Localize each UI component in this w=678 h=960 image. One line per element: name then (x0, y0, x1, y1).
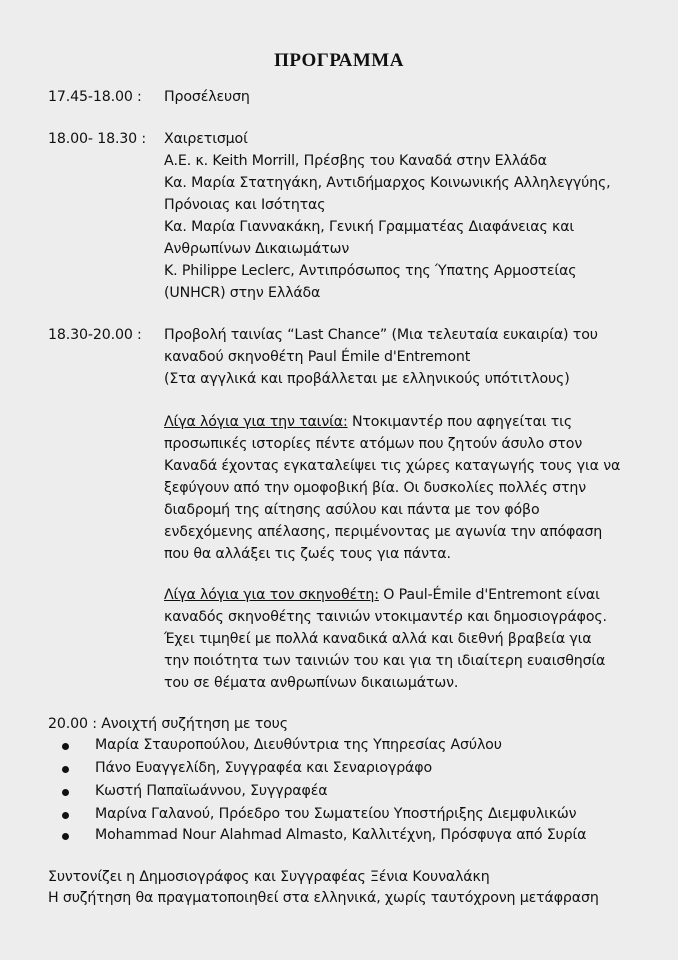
screening-line: Προβολή ταινίας “Last Chance” (Μια τελευταία ευκαιρία) του (164, 327, 598, 343)
bullet-icon (62, 833, 69, 840)
greeting-line: Α.Ε. κ. Keith Morrill, Πρέσβης του Καναδά στην Ελλάδα (164, 153, 547, 169)
time-greetings: 18.00- 18.30 : (48, 131, 147, 147)
moderator-line: Συντονίζει η Δημοσιογράφος και Συγγραφέας Ξένια Κουναλάκη (48, 869, 490, 885)
film-about-line (164, 414, 572, 430)
greeting-line: Κα. Μαρία Στατηγάκη, Αντιδήμαρχος Κοινωνικής Αλληλεγγύης, (164, 175, 611, 191)
film-about-line: διαδρομή της αίτησης ασύλου και πάντα με τον φόβο (164, 502, 540, 518)
film-about-line: που θα αλλάξει τις ζωές τους για πάντα. (164, 546, 451, 562)
film-about-line: ξεφύγουν από την ομοφοβική βία. Οι δυσκολίες πολλές στην (164, 480, 586, 496)
screening-line: (Στα αγγλικά και προβάλλεται με ελληνικούς υπότιτλους) (164, 371, 570, 387)
greeting-line: Ανθρωπίνων Δικαιωμάτων (164, 241, 350, 257)
director-about-label: Λίγα λόγια για τον σκηνοθέτη: (164, 587, 379, 603)
greeting-line: Πρόνοιας και Ισότητας (164, 197, 326, 213)
speaker-item: Κωστή Παπαϊωάννου, Συγγραφέα (95, 783, 328, 799)
film-about-line: Καναδά έχοντας εγκαταλείψει τις χώρες καταγωγής τους για να (164, 458, 621, 474)
speaker-item: Μαρίνα Γαλανού, Πρόεδρο του Σωματείου Υποστήριξης Διεμφυλικών (95, 806, 577, 822)
time-arrival: 17.45-18.00 : (48, 89, 142, 105)
speaker-item: Mohammad Nour Alahmad Almasto, Καλλιτέχνη, Πρόσφυγα από Συρία (95, 827, 587, 843)
director-about-text: Ο Paul-Émile d'Entremont είναι (378, 587, 600, 603)
speaker-item: Πάνο Ευαγγελίδη, Συγγραφέα και Σεναριογράφο (95, 760, 432, 776)
page-title: ΠΡΟΓΡΑΜΜΑ (274, 50, 404, 71)
director-about-line: του σε θέματα ανθρωπίνων δικαιωμάτων. (164, 675, 459, 691)
bullet-icon (62, 812, 69, 819)
director-about-line (164, 587, 600, 603)
bullet-icon (62, 766, 69, 773)
director-about-line: Έχει τιμηθεί με πολλά καναδικά αλλά και διεθνή βραβεία για (164, 631, 592, 647)
director-about-line: καναδός σκηνοθέτης ταινιών ντοκιμαντέρ και δημοσιογράφος. (164, 609, 607, 625)
film-about-text: Ντοκιμαντέρ που αφηγείται τις (347, 414, 573, 430)
time-screening: 18.30-20.00 : (48, 327, 142, 343)
arrival-text: Προσέλευση (164, 89, 250, 105)
greeting-line: Κ. Philippe Leclerc, Αντιπρόσωπος της Ύπατης Αρμοστείας (164, 263, 577, 279)
bullet-icon (62, 789, 69, 796)
language-note: Η συζήτηση θα πραγματοποιηθεί στα ελληνικά, χωρίς ταυτόχρονη μετάφραση (48, 890, 599, 906)
greetings-heading: Χαιρετισμοί (164, 131, 248, 147)
film-about-line: ενδεχόμενης απέλασης, περιμένοντας με αγωνία την απόφαση (164, 524, 603, 540)
greeting-line: Κα. Μαρία Γιαννακάκη, Γενική Γραμματέας Διαφάνειας και (164, 219, 575, 235)
film-about-label: Λίγα λόγια για την ταινία: (164, 414, 348, 430)
director-about-line: την ποιότητα των ταινιών του και για τη ιδιαίτερη ευαισθησία (164, 653, 606, 669)
greeting-line: (UNHCR) στην Ελλάδα (164, 285, 321, 301)
film-about-line: προσωπικές ιστορίες πέντε ατόμων που ζητούν άσυλο στον (164, 436, 583, 452)
discussion-heading: 20.00 : Ανοιχτή συζήτηση με τους (48, 716, 288, 732)
screening-line: καναδού σκηνοθέτη Paul Émile d'Entremont (164, 349, 471, 365)
speaker-item: Μαρία Σταυροπούλου, Διευθύντρια της Υπηρεσίας Ασύλου (95, 737, 502, 753)
bullet-icon (62, 743, 69, 750)
